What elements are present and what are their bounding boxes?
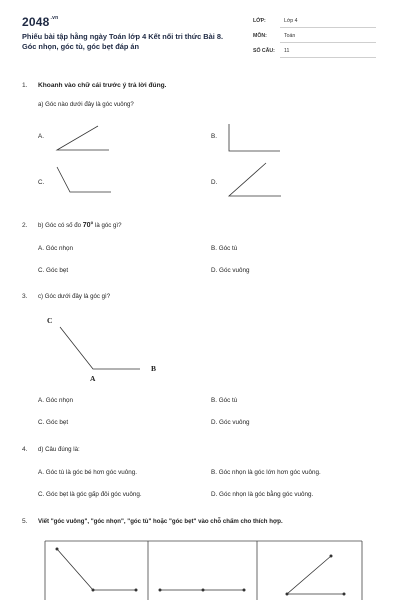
q2-option-d: D. Góc vuông [211,267,250,274]
q1-option-d: D. [211,179,218,186]
q3-option-c: C. Góc bẹt [38,419,69,426]
q4-prompt: d) Câu đúng là: [38,446,80,453]
vertex-label-b: B [151,364,157,373]
site-logo: $2048^{.vn}$ [22,15,59,29]
q3-option-d: D. Góc vuông [211,419,250,426]
q1-option-c: C. [38,179,45,186]
q1-option-a: A. [38,133,44,140]
q1-option-b: B. [211,133,217,140]
q3-option-a: A. Góc nhọn [38,397,74,404]
count-value: 11 [284,48,290,54]
q2-option-a: A. Góc nhọn [38,245,74,252]
count-label: SỐ CÂU: [253,48,275,54]
title-line-2: Góc nhọn, góc tù, góc bẹt đáp án [22,42,140,51]
q4-option-b: B. Góc nhọn là góc lớn hơn góc vuông. [211,469,321,476]
q4-number: 4. [22,446,28,453]
q2-prompt-suffix: là góc gì? [95,222,122,229]
q2-number: 2. [22,222,28,229]
q4-option-a: A. Góc tù là góc bé hơn góc vuông. [38,469,137,476]
subject-value: Toán [284,33,296,39]
q2-option-c: C. Góc bẹt [38,267,69,274]
class-value: Lớp 4 [284,18,298,24]
q2-degree-value: 70° [82,222,94,229]
q3-prompt: c) Góc dưới đây là góc gì? [38,293,111,300]
q5-prompt: Viết "góc vuông", "góc nhọn", "góc tù" hoặc "góc bẹt" vào chỗ chấm cho thích hợp. [38,518,283,525]
q2-prompt-prefix: b) Góc có số đo [38,222,82,229]
q5-number: 5. [22,518,28,525]
vertex-label-c: C [47,316,53,325]
q3-number: 3. [22,293,28,300]
q4-option-c: C. Góc bẹt là góc gấp đôi góc vuông. [38,491,142,498]
q1-subquestion: a) Góc nào dưới đây là góc vuông? [38,101,134,108]
q4-option-d: D. Góc nhọn là góc bằng góc vuông. [211,491,314,498]
subject-label: MÔN: [253,33,267,39]
vertex-label-a: A [90,374,96,383]
title-line-1: Phiếu bài tập hằng ngày Toán lớp 4 Kết nối tri thức Bài 8. [22,32,224,41]
q1-number: 1. [22,82,28,89]
class-label: LỚP: [253,18,266,24]
q2-option-b: B. Góc tù [211,245,238,252]
q3-option-b: B. Góc tù [211,397,238,404]
q1-prompt: Khoanh vào chữ cái trước ý trả lời đúng. [38,82,167,89]
